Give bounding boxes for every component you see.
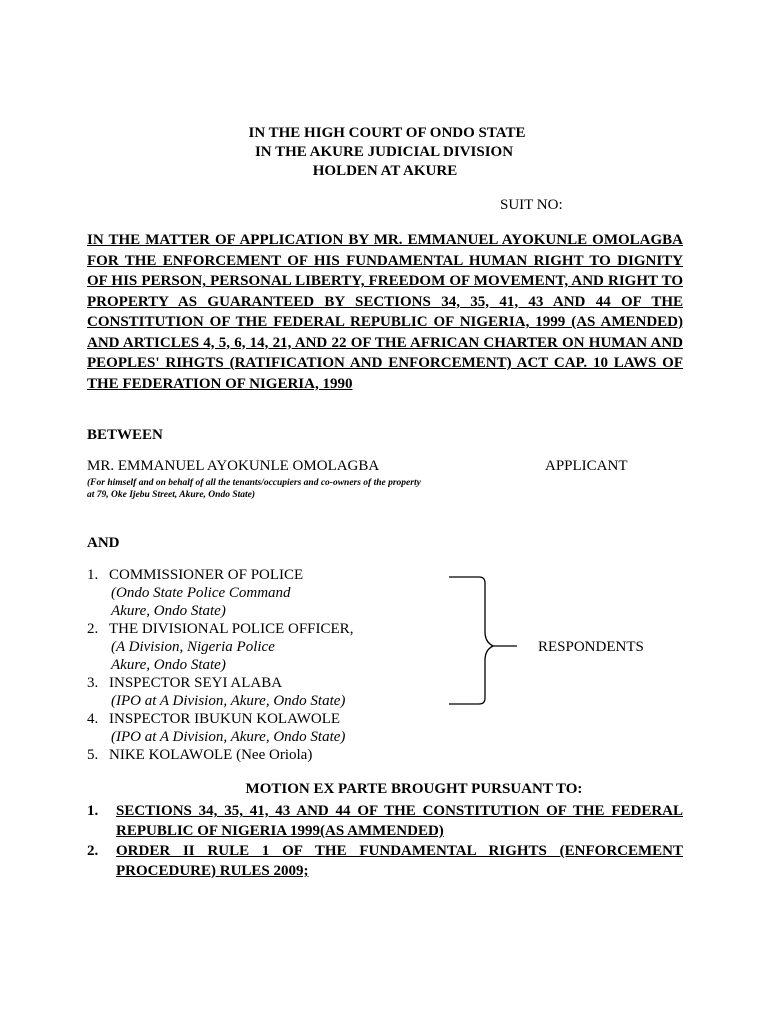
respondent-name [109,746,312,764]
respondent-item [87,620,353,638]
court-title-line2: IN THE AKURE JUDICIAL DIVISION [254,144,514,160]
ground-number: 2. [87,843,99,859]
matter-line: IN THE MATTER OF APPLICATION BY MR. EMMANUEL AYOKUNLE [87,232,588,248]
grounds-list [87,801,683,881]
matter-line: (RATIFICATION AND ENFORCEMENT) ACT CAP. 10 LAWS OF THE [87,355,684,392]
court-title-line3: HOLDEN AT AKURE [312,163,458,179]
ground-number: 1. [87,803,99,819]
matter-line: OMOLAGBA FOR THE ENFORCEMENT OF HIS FUNDAMENTAL HUMAN [87,232,683,269]
respondent-name-suffix: (Nee Oriola) [232,747,313,763]
respondent-detail: Akure, Ondo State) [111,603,226,619]
respondent-number: 1. [87,567,99,583]
applicant-note-line: (For himself and on behalf of all the tenants/occupiers and co-owners of the property [87,478,421,488]
and-label: AND [87,535,120,551]
respondent-detail: Akure, Ondo State) [111,657,226,673]
respondent-name: COMMISSIONER OF POLICE [109,567,304,583]
matter-line: MOVEMENT, AND RIGHT TO PROPERTY AS GUARANTEED BY SECTIONS [87,273,684,310]
suit-number: SUIT NO: [500,197,563,213]
applicant-name: MR. EMMANUEL AYOKUNLE OMOLAGBA [87,458,380,474]
respondents-bracket-icon [445,570,525,710]
applicant-note-line: at 79, Oke Ijebu Street, Akure, Ondo State) [87,490,256,500]
ground-text: ORDER II RULE 1 OF THE FUNDAMENTAL RIGHTS (ENFORCEMENT PROCEDURE) RULES 2009; [116,843,683,879]
matter-line: 34, 35, 41, 43 AND 44 OF THE CONSTITUTION OF THE FEDERAL REPUBLIC [87,293,684,330]
respondent-detail: (A Division, Nigeria Police [111,639,275,655]
between-label: BETWEEN [87,427,163,443]
respondent-item [87,566,353,584]
applicant-note [87,477,507,501]
respondent-item [87,746,353,764]
motion-title: MOTION EX PARTE BROUGHT PURSUANT TO: [245,781,583,797]
matter-line: OF NIGERIA, 1999 (AS AMENDED) AND ARTICLES 4, 5, 6, 14, 21, AND 22 OF [87,314,684,351]
respondents-label: RESPONDENTS [538,639,644,655]
matter-paragraph [87,230,683,394]
respondent-number: 5. [87,747,99,763]
respondent-detail: (IPO at A Division, Akure, Ondo State) [111,693,346,709]
respondent-item [87,710,353,728]
respondent-item [87,674,353,692]
respondents-list [87,566,353,764]
respondent-name: THE DIVISIONAL POLICE OFFICER, [109,621,354,637]
respondent-number: 4. [87,711,99,727]
respondent-name-main: NIKE KOLAWOLE [109,747,233,763]
respondent-number: 2. [87,621,99,637]
matter-line: FEDERATION OF NIGERIA, 1990 [122,375,353,392]
respondent-number: 3. [87,675,99,691]
matter-line: THE AFRICAN CHARTER ON HUMAN AND PEOPLES' RIHGTS [87,334,683,371]
respondent-name: INSPECTOR SEYI ALABA [109,675,283,691]
respondent-detail: (IPO at A Division, Akure, Ondo State) [111,729,346,745]
applicant-role: APPLICANT [545,458,628,474]
court-title-line1: IN THE HIGH COURT OF ONDO STATE [248,125,526,141]
ground-text: SECTIONS 34, 35, 41, 43 AND 44 OF THE CONSTITUTION OF THE FEDERAL REPUBLIC OF NIGERIA 1999(AS AMMENDED) [116,803,683,839]
ground-item [87,801,683,841]
ground-item [87,841,683,881]
respondent-detail: (Ondo State Police Command [111,585,291,601]
matter-line: RIGHT TO DIGNITY OF HIS PERSON, PERSONAL LIBERTY, FREEDOM OF [87,252,684,289]
court-heading [0,124,768,181]
respondent-name: INSPECTOR IBUKUN KOLAWOLE [109,711,341,727]
